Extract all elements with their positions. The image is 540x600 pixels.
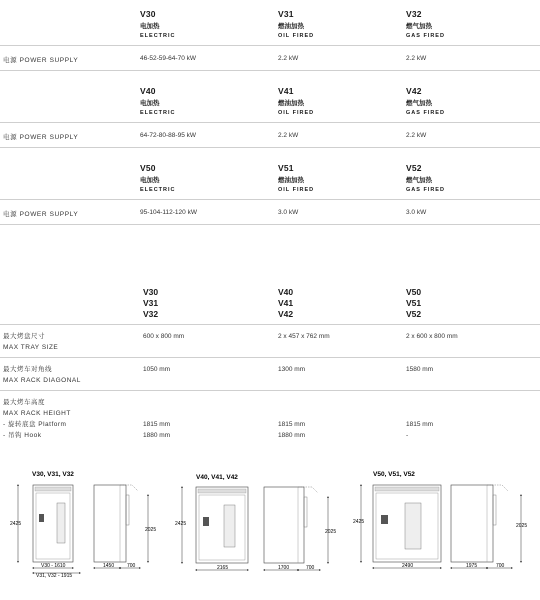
power-value: 2.2 kW <box>406 55 427 62</box>
model-code: V31 <box>278 9 294 19</box>
side-height-dim: 2025 <box>145 527 157 533</box>
depth-dim: 1975 <box>466 563 478 569</box>
model-code: V51 <box>406 298 422 308</box>
model-code: V52 <box>406 309 422 319</box>
rack-diagonal-value: 1050 mm <box>143 366 171 373</box>
rack-height-values <box>406 419 433 441</box>
model-heating-en: ELECTRIC <box>140 187 176 193</box>
model-heating-en: OIL FIRED <box>278 187 315 193</box>
extra-dim: 700 <box>496 563 505 569</box>
model-code: V30 <box>140 9 156 19</box>
depth-dim: 1700 <box>278 565 290 571</box>
divider <box>0 357 540 358</box>
control-panel <box>381 515 388 524</box>
power-supply-label: 电源 POWER SUPPLY <box>3 211 79 218</box>
label-zh: 最大烤车对角线 <box>3 366 52 373</box>
rack-height-values <box>278 419 305 441</box>
model-code: V42 <box>278 309 294 319</box>
height-dim: 2425 <box>353 519 365 525</box>
model-heating-zh: 燃气加热 <box>406 177 432 184</box>
model-heating-en: OIL FIRED <box>278 110 315 116</box>
label-en: MAX TRAY SIZE <box>3 344 59 351</box>
model-heating-en: GAS FIRED <box>406 33 445 39</box>
power-value: 3.0 kW <box>406 209 427 216</box>
label-hook: - 吊钩 Hook <box>3 432 42 439</box>
model-code: V32 <box>406 9 422 19</box>
divider <box>0 45 540 46</box>
rack-diagonal-value: 1580 mm <box>406 366 434 373</box>
platform-value: 1815 mm <box>143 421 171 428</box>
power-value: 95-104-112-120 kW <box>140 209 197 216</box>
spec-header-models <box>406 287 421 320</box>
drawing-v50 <box>353 471 527 569</box>
model-code: V41 <box>278 86 294 96</box>
oven-front-view <box>33 485 73 562</box>
model-code: V40 <box>140 86 156 96</box>
rack-diagonal-label <box>3 364 81 386</box>
dimension-drawings <box>0 465 540 595</box>
hook-value: 1880 mm <box>278 432 306 439</box>
width-dim: V30 - 1610 <box>41 563 66 569</box>
label-en: MAX RACK HEIGHT <box>3 410 71 417</box>
model-heating-en: GAS FIRED <box>406 187 445 193</box>
spec-header-models <box>143 287 158 320</box>
power-value: 3.0 kW <box>278 209 299 216</box>
label-zh: 最大烤盘尺寸 <box>3 333 45 340</box>
width-dim: 2165 <box>217 565 229 571</box>
model-heating-en: GAS FIRED <box>406 110 445 116</box>
label-en: MAX RACK DIAGONAL <box>3 377 81 384</box>
label-zh: 最大烤车高度 <box>3 399 45 406</box>
power-value: 46-52-59-64-70 kW <box>140 55 196 62</box>
rack-height-values <box>143 419 170 441</box>
oven-window <box>224 505 235 547</box>
model-heating-en: OIL FIRED <box>278 33 315 39</box>
control-panel <box>203 517 209 526</box>
divider <box>0 390 540 391</box>
model-code: V50 <box>406 287 422 297</box>
model-heating-en: ELECTRIC <box>140 110 176 116</box>
model-heating-zh: 燃油加热 <box>278 177 304 184</box>
oven-window <box>405 503 421 549</box>
model-code: V40 <box>278 287 294 297</box>
drawing-v30 <box>10 471 156 579</box>
power-block-2 <box>0 77 540 149</box>
divider <box>0 70 540 71</box>
oven-side-view <box>451 485 493 562</box>
height-dim: 2425 <box>175 521 187 527</box>
control-panel <box>39 514 44 522</box>
extra-dim: 700 <box>306 565 315 571</box>
rack-height-label <box>3 397 71 441</box>
side-height-dim: 2025 <box>516 523 528 529</box>
model-heating-zh: 电加热 <box>140 177 160 184</box>
model-heating-zh: 燃油加热 <box>278 100 304 107</box>
oven-window <box>57 503 65 543</box>
divider <box>0 122 540 123</box>
model-code: V41 <box>278 298 294 308</box>
width-dim: 2490 <box>402 563 414 569</box>
width-dim-alt: V31, V32 - 1915 <box>36 573 73 579</box>
side-height-dim: 2025 <box>325 529 337 535</box>
hook-value: - <box>406 432 409 439</box>
power-value: 64-72-80-88-95 kW <box>140 132 196 139</box>
platform-value: 1815 mm <box>406 421 434 428</box>
tray-size-value: 2 x 457 x 762 mm <box>278 333 330 340</box>
divider <box>0 147 540 148</box>
model-heating-zh: 燃油加热 <box>278 23 304 30</box>
divider <box>0 199 540 200</box>
power-supply-label: 电源 POWER SUPPLY <box>3 57 79 64</box>
height-dim: 2425 <box>10 521 22 527</box>
model-code: V31 <box>143 298 159 308</box>
model-code: V32 <box>143 309 159 319</box>
spec-table <box>0 280 540 450</box>
power-value: 2.2 kW <box>278 55 299 62</box>
extra-dim: 700 <box>127 563 136 569</box>
label-platform: - 旋转底盘 Platform <box>3 421 67 428</box>
tray-size-label <box>3 331 58 353</box>
tray-size-value: 600 x 800 mm <box>143 333 185 340</box>
model-code: V50 <box>140 163 156 173</box>
model-heating-en: ELECTRIC <box>140 33 176 39</box>
model-code: V51 <box>278 163 294 173</box>
model-heating-zh: 燃气加热 <box>406 23 432 30</box>
model-heating-zh: 电加热 <box>140 23 160 30</box>
model-code: V52 <box>406 163 422 173</box>
model-heating-zh: 燃气加热 <box>406 100 432 107</box>
drawing-title: V40, V41, V42 <box>196 474 238 481</box>
drawing-title: V30, V31, V32 <box>32 471 74 478</box>
platform-value: 1815 mm <box>278 421 306 428</box>
drawing-v40 <box>175 474 336 571</box>
model-heating-zh: 电加热 <box>140 100 160 107</box>
divider <box>0 324 540 325</box>
rack-diagonal-value: 1300 mm <box>278 366 306 373</box>
oven-side-view <box>94 485 126 562</box>
spec-header-models <box>278 287 293 320</box>
tray-size-value: 2 x 600 x 800 mm <box>406 333 458 340</box>
power-block-3 <box>0 154 540 226</box>
hook-value: 1880 mm <box>143 432 171 439</box>
model-code: V30 <box>143 287 159 297</box>
power-value: 2.2 kW <box>278 132 299 139</box>
divider <box>0 224 540 225</box>
drawing-title: V50, V51, V52 <box>373 471 415 478</box>
power-block-1 <box>0 0 540 72</box>
power-value: 2.2 kW <box>406 132 427 139</box>
power-supply-label: 电源 POWER SUPPLY <box>3 134 79 141</box>
model-code: V42 <box>406 86 422 96</box>
depth-dim: 1450 <box>103 563 115 569</box>
